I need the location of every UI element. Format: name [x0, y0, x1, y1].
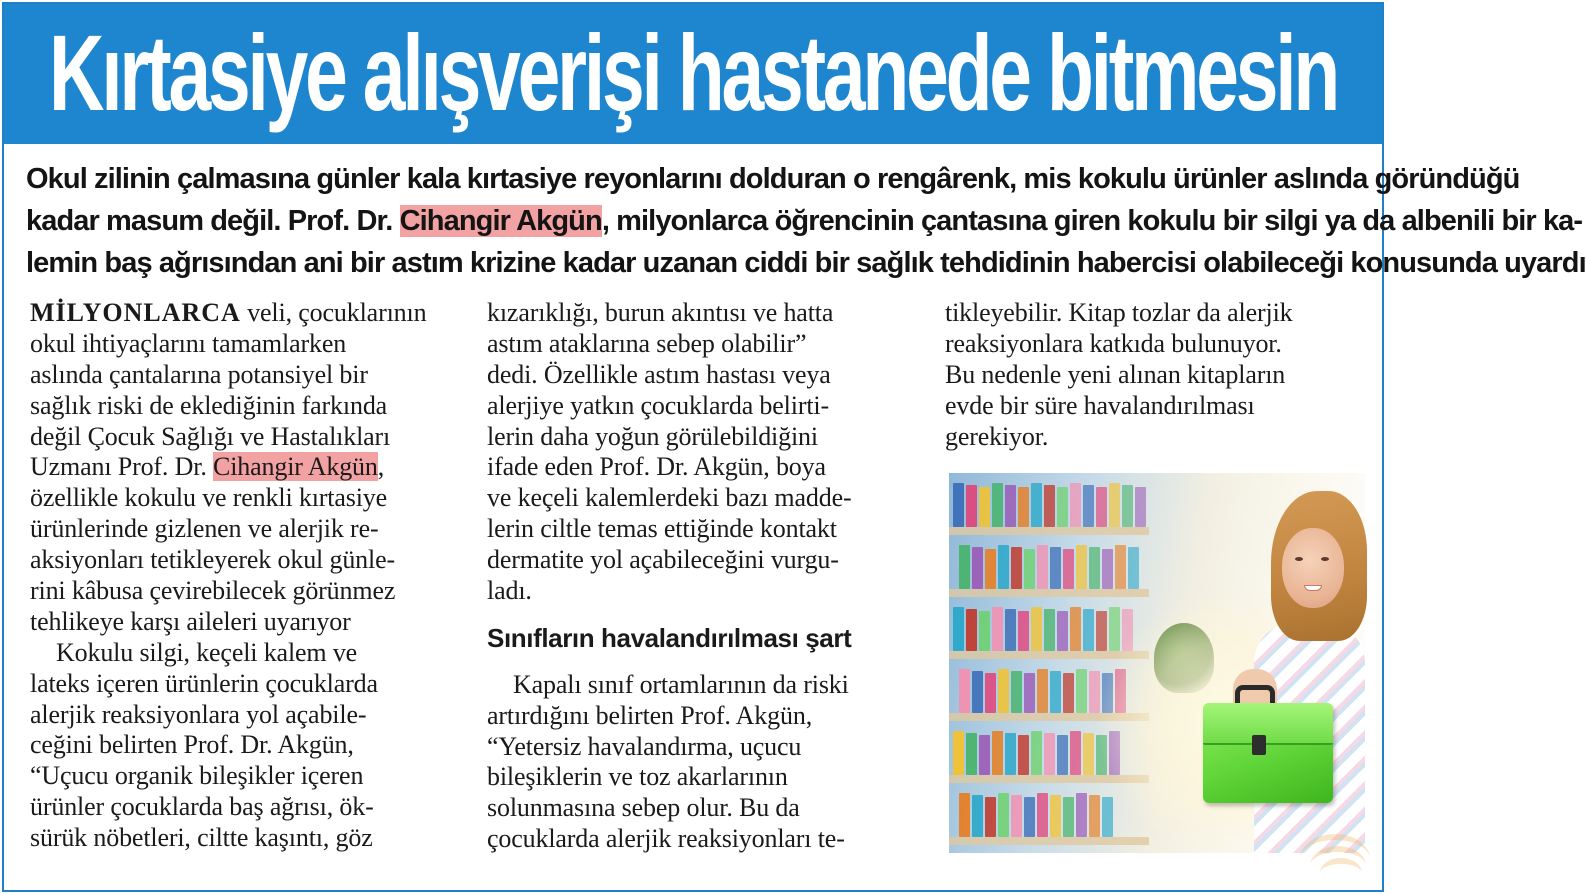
book	[1122, 485, 1133, 527]
body-line	[30, 700, 460, 731]
book	[998, 669, 1009, 713]
body-line	[30, 792, 460, 823]
book	[1011, 671, 1022, 713]
book	[979, 735, 990, 775]
body-text-fragment: veli, çocuklarının	[240, 298, 427, 327]
body-line	[30, 669, 460, 700]
body-line	[30, 761, 460, 792]
body-text-fragment: Bu nedenle yeni alınan kitapların	[945, 359, 1286, 389]
book	[1083, 609, 1094, 651]
book	[1050, 795, 1061, 837]
book	[998, 545, 1009, 589]
body-text-fragment: okul ihtiyaçlarını tamamlarken	[30, 328, 347, 358]
body-text-fragment: alerjiye yatkın çocuklarda belirti-	[487, 390, 829, 420]
body-text-fragment: ürünlerinde gizlenen ve alerjik re-	[30, 514, 379, 544]
body-line	[30, 576, 460, 607]
article-column-2	[487, 298, 917, 855]
book	[992, 607, 1003, 651]
body-line	[487, 452, 917, 483]
body-text-fragment: tikleyebilir. Kitap tozlar da alerjik	[945, 298, 1293, 327]
girl-eye-right	[1321, 557, 1329, 561]
body-line	[30, 360, 460, 391]
body-text-fragment: artırdığını belirten Prof. Akgün,	[487, 700, 813, 730]
body-text-fragment: sürük nöbetleri, ciltte kaşıntı, göz	[30, 823, 373, 853]
body-line	[487, 545, 917, 576]
body-text-fragment: lateks içeren ürünlerin çocuklarda	[30, 668, 378, 698]
book	[979, 611, 990, 651]
folder-clasp	[1252, 735, 1266, 755]
body-text-fragment: değil Çocuk Sağlığı ve Hastalıkları	[30, 421, 391, 451]
spot-text-fragment: lemin baş ağrısından ani bir astım krizine kadar uzanan ciddi bir sağlık tehdidinin habercisi olabileceği konusunda uyardı	[26, 247, 1586, 279]
body-line	[945, 329, 1365, 360]
news-photo	[949, 473, 1365, 853]
body-text-fragment: Kapalı sınıf ortamlarının da riski	[513, 669, 849, 699]
book	[979, 487, 990, 527]
lead-word: MİLYONLARCA	[30, 298, 241, 327]
book	[1089, 547, 1100, 589]
body-line	[945, 422, 1365, 453]
watermark-logo	[1292, 824, 1382, 888]
spot-line	[26, 158, 1520, 200]
body-text-fragment: bileşiklerin ve toz akarlarının	[487, 762, 788, 792]
body-line	[945, 298, 1365, 329]
body-line	[30, 545, 460, 576]
body-text-fragment: “Uçucu organik bileşikler içeren	[30, 761, 364, 791]
spot-text	[26, 158, 1586, 284]
book	[959, 669, 970, 713]
body-line	[30, 638, 460, 669]
book	[953, 607, 964, 651]
book	[1044, 733, 1055, 775]
body-text-fragment: reaksiyonlara katkıda bulunuyor.	[945, 328, 1282, 358]
body-text-fragment: ,	[377, 452, 385, 482]
body-line	[487, 793, 917, 824]
body-line	[30, 298, 460, 329]
body-line	[487, 732, 917, 763]
body-text-fragment: alerjik reaksiyonlara yol açabile-	[30, 699, 367, 729]
body-text-fragment: lerin daha yoğun görülebildiğini	[487, 421, 818, 451]
body-text-fragment: kızarıklığı, burun akıntısı ve hatta	[487, 298, 834, 327]
body-text-fragment: “Yetersiz havalandırma, uçucu	[487, 731, 802, 761]
book	[1070, 607, 1081, 651]
book	[1037, 669, 1048, 713]
body-line	[487, 701, 917, 732]
book	[966, 733, 977, 775]
book	[985, 673, 996, 713]
body-text-fragment: Kokulu silgi, keçeli kalem ve	[56, 637, 358, 667]
book	[953, 731, 964, 775]
book	[1031, 607, 1042, 651]
book	[1024, 549, 1035, 589]
book	[1024, 673, 1035, 713]
book	[1135, 487, 1146, 527]
book	[1057, 611, 1068, 651]
body-text-fragment: astım ataklarına sebep olabilir”	[487, 328, 807, 358]
body-line	[487, 514, 917, 545]
spot-line	[26, 200, 1583, 242]
body-text-fragment: solunmasına sebep olur. Bu da	[487, 793, 800, 823]
subheading: Sınıfların havalandırılması şart	[487, 622, 852, 653]
headline: Kırtasiye alışverişi hastanede bitmesin	[48, 13, 1338, 134]
body-text-fragment: ceğini belirten Prof. Dr. Akgün,	[30, 730, 354, 760]
body-text-fragment: rini kâbusa çevirebilecek görünmez	[30, 576, 396, 606]
book	[1083, 485, 1094, 527]
book	[1024, 797, 1035, 837]
body-text-fragment: ürünler çocuklarda baş ağrısı, ök-	[30, 792, 374, 822]
book	[1057, 487, 1068, 527]
body-line	[487, 670, 917, 701]
body-line	[487, 329, 917, 360]
book	[992, 731, 1003, 775]
book	[1063, 797, 1074, 837]
body-text-fragment: ifade eden Prof. Dr. Akgün, boya	[487, 452, 826, 482]
spot-text-fragment: , milyonlarca öğrencinin çantasına giren kokulu bir silgi ya da albenili bir ka-	[601, 205, 1583, 237]
book	[1031, 483, 1042, 527]
book	[1115, 545, 1126, 589]
body-line	[945, 360, 1365, 391]
spot-text-fragment: Okul zilinin çalmasına günler kala kırtasiye reyonlarını dolduran o rengârenk, mis kokulu ürünler aslında göründüğü	[26, 163, 1520, 195]
body-line	[487, 422, 917, 453]
body-line	[487, 762, 917, 793]
girl-face	[1282, 528, 1344, 608]
book	[1070, 483, 1081, 527]
book	[1076, 545, 1087, 589]
body-text-fragment: tehlikeye karşı aileleri uyarıyor	[30, 606, 351, 636]
body-line	[30, 514, 460, 545]
book	[1076, 793, 1087, 837]
book	[1083, 733, 1094, 775]
book	[1005, 609, 1016, 651]
book	[966, 485, 977, 527]
highlighted-name: Cihangir Akgün	[399, 205, 602, 237]
book	[1063, 549, 1074, 589]
book	[1005, 485, 1016, 527]
book	[1031, 731, 1042, 775]
girl-eye-left	[1295, 557, 1303, 561]
body-line	[30, 730, 460, 761]
book	[1109, 483, 1120, 527]
book	[1037, 545, 1048, 589]
book	[1005, 733, 1016, 775]
book	[992, 483, 1003, 527]
body-text-fragment: evde bir süre havalandırılması	[945, 390, 1255, 420]
book	[1011, 795, 1022, 837]
body-line	[487, 298, 917, 329]
body-line	[30, 422, 460, 453]
body-line	[30, 823, 460, 854]
book	[1096, 487, 1107, 527]
body-line	[30, 607, 460, 638]
body-line	[30, 483, 460, 514]
highlighted-name: Cihangir Akgün	[213, 452, 378, 482]
body-text-fragment: ve keçeli kalemlerdeki bazı madde-	[487, 483, 852, 513]
book	[1057, 735, 1068, 775]
book	[953, 483, 964, 527]
body-line	[487, 483, 917, 514]
body-line	[30, 391, 460, 422]
article-column-1	[30, 298, 460, 854]
article-column-3	[945, 298, 1365, 452]
body-line	[945, 391, 1365, 422]
body-text-fragment: aslında çantalarına potansiyel bir	[30, 359, 368, 389]
book	[1018, 487, 1029, 527]
book	[959, 545, 970, 589]
book	[1070, 731, 1081, 775]
book	[1018, 611, 1029, 651]
book	[1011, 547, 1022, 589]
body-line	[30, 452, 460, 483]
book	[1128, 547, 1139, 589]
body-text-fragment: lerin ciltle temas ettiğinde kontakt	[487, 514, 837, 544]
book	[1102, 549, 1113, 589]
body-text-fragment: dermatite yol açabileceğini vurgu-	[487, 545, 839, 575]
book	[972, 671, 983, 713]
body-line	[487, 391, 917, 422]
body-line	[487, 824, 917, 855]
book	[1063, 673, 1074, 713]
body-text-fragment: sağlık riski de eklediğinin farkında	[30, 390, 388, 420]
book	[1050, 671, 1061, 713]
body-text-fragment: aksiyonları tetikleyerek okul günle-	[30, 545, 395, 575]
body-text-fragment: çocuklarda alerjik reaksiyonları te-	[487, 824, 845, 854]
book	[1050, 547, 1061, 589]
book	[998, 793, 1009, 837]
book	[985, 797, 996, 837]
headline-bar	[4, 4, 1382, 144]
book	[1018, 735, 1029, 775]
book	[985, 549, 996, 589]
book	[972, 547, 983, 589]
body-text-fragment: dedi. Özellikle astım hastası veya	[487, 359, 831, 389]
book	[1076, 669, 1087, 713]
book	[1037, 793, 1048, 837]
spot-line	[26, 242, 1586, 284]
body-text-fragment: özellikle kokulu ve renkli kırtasiye	[30, 483, 388, 513]
book	[1044, 609, 1055, 651]
body-line	[487, 576, 917, 607]
book	[959, 793, 970, 837]
spot-text-fragment: kadar masum değil. Prof. Dr.	[26, 205, 400, 237]
body-line	[487, 360, 917, 391]
body-text-fragment: ladı.	[487, 576, 532, 606]
book	[1044, 485, 1055, 527]
body-text-fragment: gerekiyor.	[945, 421, 1049, 451]
body-text-fragment: Uzmanı Prof. Dr.	[30, 452, 214, 482]
book	[966, 609, 977, 651]
book	[972, 795, 983, 837]
green-folder-flap	[1203, 703, 1333, 745]
body-line	[30, 329, 460, 360]
